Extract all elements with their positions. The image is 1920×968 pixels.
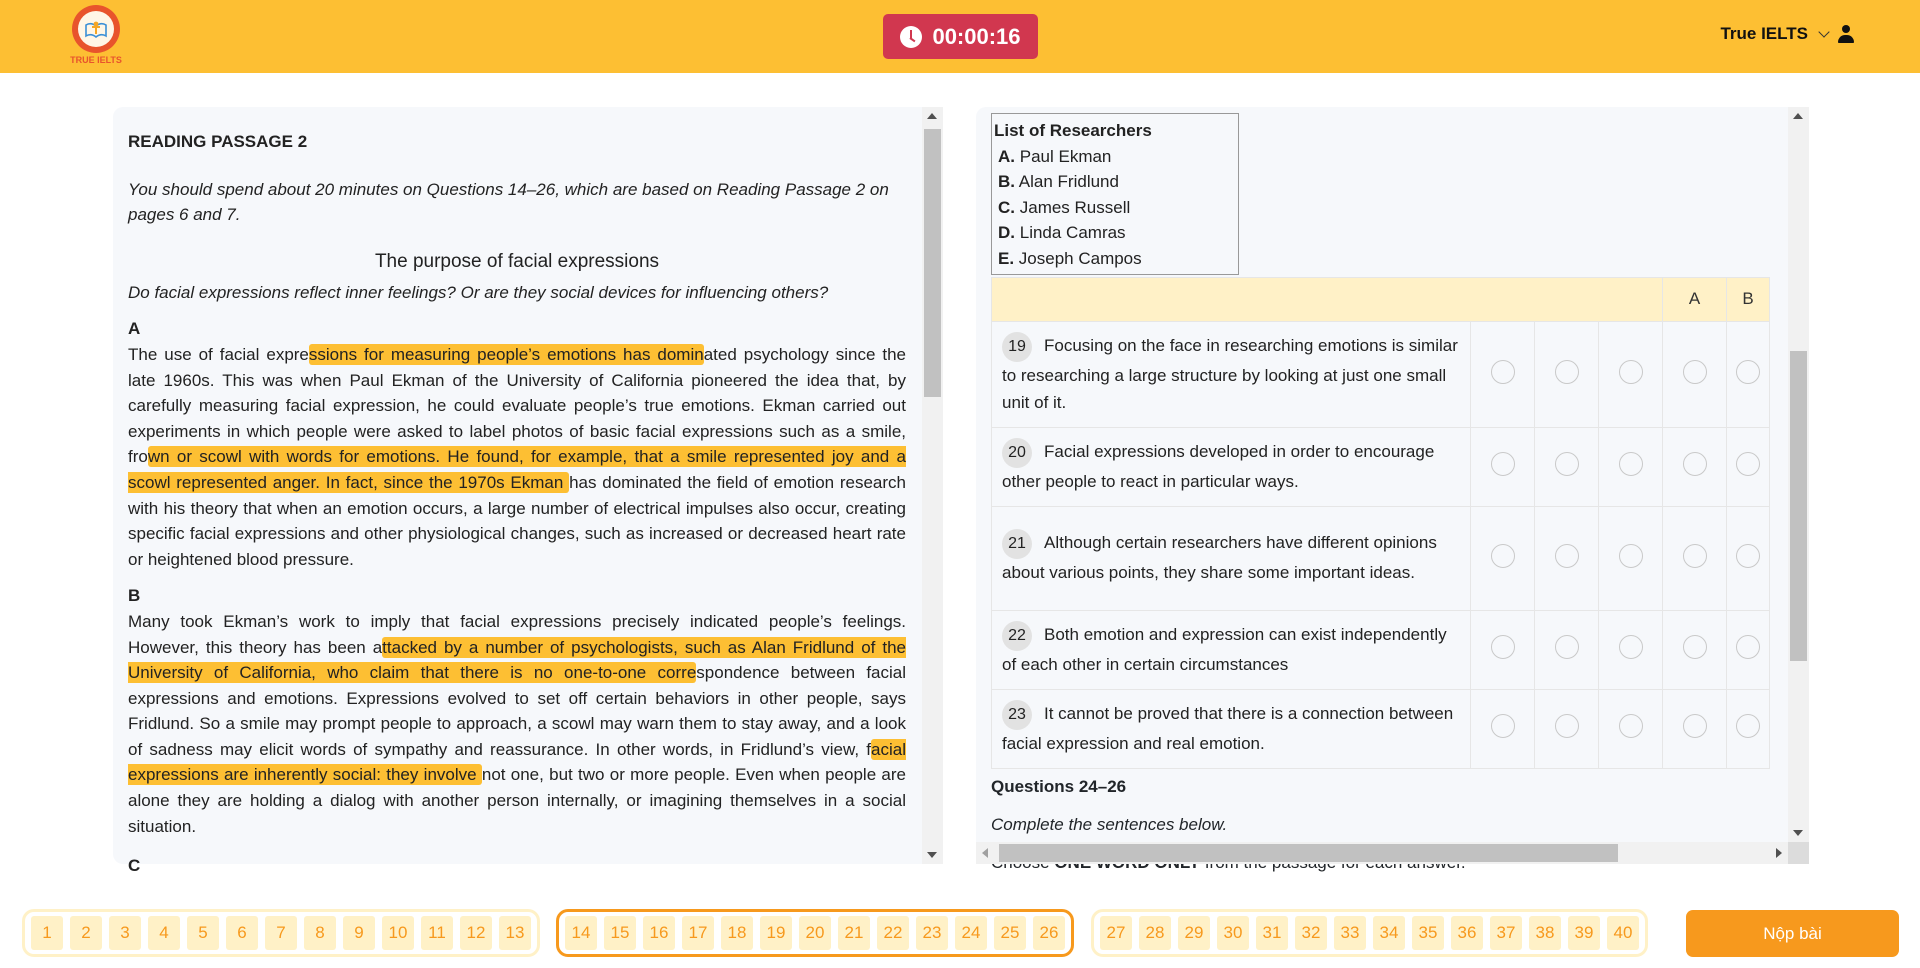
radio-option[interactable] xyxy=(1619,360,1643,384)
radio-option[interactable] xyxy=(1555,360,1579,384)
passage-content xyxy=(128,107,906,879)
table-row xyxy=(992,689,1770,768)
text-span: not one, but two or more people. Even when people are alone they are holding a dialog with another person internally, or imagining themselves in a social situation. xyxy=(128,765,906,836)
logo-text: TRUE IELTS xyxy=(70,55,122,65)
scroll-down-arrow-icon[interactable] xyxy=(1793,830,1803,836)
question-number-badge[interactable]: 20 xyxy=(1002,438,1032,468)
question-nav-button[interactable]: 32 xyxy=(1295,916,1327,950)
radio-option-b[interactable] xyxy=(1736,544,1760,568)
question-nav-button[interactable]: 21 xyxy=(838,916,870,950)
question-nav-button[interactable]: 18 xyxy=(721,916,753,950)
questions-24-26-instruction: Complete the sentences below. xyxy=(991,814,1228,834)
researcher-item: C. James Russell xyxy=(998,197,1131,217)
table-row xyxy=(992,321,1770,427)
researcher-item: B. Alan Fridlund xyxy=(998,172,1119,192)
matching-questions-table xyxy=(991,277,1770,769)
question-nav-button[interactable]: 40 xyxy=(1607,916,1639,950)
questions-horizontal-scrollbar[interactable] xyxy=(976,842,1788,864)
user-icon[interactable] xyxy=(1838,25,1854,43)
question-nav-button[interactable]: 38 xyxy=(1529,916,1561,950)
radio-option[interactable] xyxy=(1491,360,1515,384)
scroll-up-arrow-icon[interactable] xyxy=(1793,113,1803,119)
question-nav-button[interactable]: 26 xyxy=(1033,916,1065,950)
question-number-badge[interactable]: 19 xyxy=(1002,332,1032,362)
question-nav-button[interactable]: 24 xyxy=(955,916,987,950)
question-nav-button[interactable]: 35 xyxy=(1412,916,1444,950)
question-nav-button[interactable]: 33 xyxy=(1334,916,1366,950)
scrollbar-thumb[interactable] xyxy=(1790,351,1807,661)
radio-option-a[interactable] xyxy=(1683,452,1707,476)
header-cell xyxy=(992,277,1663,321)
question-number-badge[interactable]: 21 xyxy=(1002,529,1032,559)
question-nav-button[interactable]: 37 xyxy=(1490,916,1522,950)
question-nav-button[interactable]: 5 xyxy=(187,916,219,950)
highlighted-text[interactable]: ssions for measuring people’s emotions has domin xyxy=(308,344,704,364)
submit-button[interactable]: Nộp bài xyxy=(1686,910,1899,957)
text-span: ated psychology since the late 1960s. This was when Paul Ekman of the University of California pioneered the idea that, by carefully measuring facial expression, he could evaluate people’s true emotions. Ekman carried out experiments in which people were asked to label photos of basic facial expressions such as a smile, fro xyxy=(128,344,907,467)
question-nav-button[interactable]: 31 xyxy=(1256,916,1288,950)
radio-option-a[interactable] xyxy=(1683,360,1707,384)
question-nav-button[interactable]: 4 xyxy=(148,916,180,950)
chevron-down-icon[interactable] xyxy=(1818,26,1829,37)
radio-option[interactable] xyxy=(1491,635,1515,659)
table-row xyxy=(992,610,1770,689)
question-nav-button[interactable]: 3 xyxy=(109,916,141,950)
section-letter-c: C xyxy=(128,856,141,876)
header-cell-a: A xyxy=(1663,277,1727,321)
question-nav-button[interactable]: 23 xyxy=(916,916,948,950)
radio-option-b[interactable] xyxy=(1736,635,1760,659)
radio-option[interactable] xyxy=(1555,452,1579,476)
question-nav-button[interactable]: 22 xyxy=(877,916,909,950)
section-letter-b: B xyxy=(128,586,141,606)
radio-option[interactable] xyxy=(1491,714,1515,738)
radio-option[interactable] xyxy=(1491,452,1515,476)
question-nav-button[interactable]: 25 xyxy=(994,916,1026,950)
passage-subtitle: Do facial expressions reflect inner feelings? Or are they social devices for influencing others? xyxy=(128,282,829,302)
radio-option[interactable] xyxy=(1491,544,1515,568)
question-text: 21 Although certain researchers have different opinions about various points, they share some important ideas. xyxy=(992,506,1471,610)
timer-value: 00:00:16 xyxy=(932,23,1021,49)
user-menu[interactable] xyxy=(1720,24,1854,44)
researcher-item: A. Paul Ekman xyxy=(998,146,1112,166)
section-letter-a: A xyxy=(128,319,141,339)
header-cell-b: B xyxy=(1727,277,1770,321)
passage-panel[interactable] xyxy=(113,107,943,876)
scrollbar-thumb[interactable] xyxy=(999,844,1618,862)
question-nav-button[interactable]: 14 xyxy=(565,916,597,950)
question-nav-button[interactable]: 6 xyxy=(226,916,258,950)
question-number-badge[interactable]: 23 xyxy=(1002,700,1032,730)
researcher-item: D. Linda Camras xyxy=(998,223,1126,243)
question-nav-button[interactable]: 1 xyxy=(31,916,63,950)
question-nav-button[interactable]: 29 xyxy=(1178,916,1210,950)
question-text: 19 Focusing on the face in researching emotions is similar to researching a large structure by looking at just one small unit of it. xyxy=(992,321,1471,427)
table-header-row xyxy=(992,277,1770,321)
table-row xyxy=(992,506,1770,610)
researcher-item: E. Joseph Campos xyxy=(998,248,1142,268)
logo-emblem-icon xyxy=(72,5,120,53)
question-nav-button[interactable]: 2 xyxy=(70,916,102,950)
scroll-left-arrow-icon[interactable] xyxy=(982,848,988,858)
passage-scrollbar[interactable] xyxy=(922,107,943,864)
radio-option-a[interactable] xyxy=(1683,544,1707,568)
question-text: 22 Both emotion and expression can exist independently of each other in certain circumstances xyxy=(992,610,1471,689)
passage-label: READING PASSAGE 2 xyxy=(128,132,308,151)
question-nav-button[interactable]: 9 xyxy=(343,916,375,950)
text-span: has dominated the field of emotion research with his theory that when an emotion occurs, a large number of electrical impulses also occur, creating specific facial expressions and other physiological changes, such as increased or decreased heart rate or heightened blood pressure. xyxy=(128,472,906,569)
question-navigation-bar xyxy=(0,895,1920,968)
question-nav-button[interactable]: 27 xyxy=(1100,916,1132,950)
question-nav-button[interactable]: 13 xyxy=(499,916,531,950)
scroll-up-arrow-icon[interactable] xyxy=(927,113,937,119)
question-nav-button[interactable]: 10 xyxy=(382,916,414,950)
radio-option-a[interactable] xyxy=(1683,714,1707,738)
question-text: 23 It cannot be proved that there is a connection between facial expression and real emotion. xyxy=(992,689,1471,768)
radio-option-a[interactable] xyxy=(1683,635,1707,659)
question-nav-button[interactable]: 34 xyxy=(1373,916,1405,950)
text-span: spondence between facial expressions and emotions. Expressions evolved to set off certain behaviors in other people, says Fridlund. So a smile may prompt people to approach, a scowl may warn them to stay away, and a look of sadness may elicit words of sympathy and reassurance. In other words, in Fridlund’s view, f xyxy=(128,663,907,759)
radio-option[interactable] xyxy=(1555,714,1579,738)
scroll-right-arrow-icon[interactable] xyxy=(1776,848,1782,858)
question-nav-button[interactable]: 11 xyxy=(421,916,453,950)
scrollbar-thumb[interactable] xyxy=(924,129,941,397)
researchers-list-title: List of Researchers xyxy=(994,121,1152,140)
radio-option[interactable] xyxy=(1555,635,1579,659)
highlighted-text[interactable]: ttacked by a number of psychologists, such as Alan Fridlund of the University of California, who claim that there is no one-to-one corre xyxy=(128,637,906,683)
question-nav-button[interactable]: 39 xyxy=(1568,916,1600,950)
scrollbar-corner xyxy=(1788,842,1809,864)
question-nav-button[interactable]: 12 xyxy=(460,916,492,950)
question-nav-button[interactable]: 7 xyxy=(265,916,297,950)
question-text: 20 Facial expressions developed in order to encourage other people to react in particular ways. xyxy=(992,427,1471,506)
table-row xyxy=(992,427,1770,506)
researchers-list-box xyxy=(991,113,1239,275)
radio-option-b[interactable] xyxy=(1736,714,1760,738)
radio-option-b[interactable] xyxy=(1736,452,1760,476)
paragraph-a[interactable] xyxy=(128,342,906,572)
radio-option[interactable] xyxy=(1619,635,1643,659)
question-nav-button[interactable]: 20 xyxy=(799,916,831,950)
paragraph-b[interactable] xyxy=(128,609,906,839)
user-name[interactable]: True IELTS xyxy=(1720,24,1808,43)
scroll-down-arrow-icon[interactable] xyxy=(927,852,937,858)
question-nav-button[interactable]: 30 xyxy=(1217,916,1249,950)
highlighted-text[interactable]: wn or scowl with words for emotions. He found, for example, that a smile represented joy and a scowl represented anger. In fact, since the 1970s Ekman xyxy=(128,447,906,492)
questions-content xyxy=(991,113,1771,873)
highlighted-text[interactable]: acial expressions are inherently social: they involve xyxy=(128,739,906,785)
radio-option[interactable] xyxy=(1555,544,1579,568)
question-group-part-2 xyxy=(556,909,1074,957)
radio-option-b[interactable] xyxy=(1736,360,1760,384)
questions-panel[interactable] xyxy=(976,107,1809,864)
question-group-part-1 xyxy=(22,909,540,957)
question-group-part-3 xyxy=(1091,909,1648,957)
radio-option[interactable] xyxy=(1619,714,1643,738)
passage-title: The purpose of facial expressions xyxy=(374,250,660,272)
text-span: The use of facial expre xyxy=(128,344,309,364)
text-span: Many took Ekman’s work to imply that facial expressions precisely indicated people’s feelings. However, this theory has been a xyxy=(128,611,906,657)
question-nav-button[interactable]: 17 xyxy=(682,916,714,950)
question-number-badge[interactable]: 22 xyxy=(1002,621,1032,651)
radio-option[interactable] xyxy=(1619,452,1643,476)
questions-vertical-scrollbar[interactable] xyxy=(1788,107,1809,842)
true-ielts-logo[interactable] xyxy=(70,5,122,67)
radio-option[interactable] xyxy=(1619,544,1643,568)
question-nav-button[interactable]: 15 xyxy=(604,916,636,950)
countdown-timer xyxy=(883,14,1038,59)
passage-instructions: You should spend about 20 minutes on Questions 14–26, which are based on Reading Passage 2 on pages 6 and 7. xyxy=(128,179,889,225)
question-nav-button[interactable]: 8 xyxy=(304,916,336,950)
clock-icon xyxy=(900,26,922,48)
question-nav-button[interactable]: 28 xyxy=(1139,916,1171,950)
question-nav-button[interactable]: 36 xyxy=(1451,916,1483,950)
question-nav-button[interactable]: 16 xyxy=(643,916,675,950)
question-nav-button[interactable]: 19 xyxy=(760,916,792,950)
questions-24-26-title: Questions 24–26 xyxy=(991,776,1127,796)
top-header xyxy=(0,0,1920,73)
